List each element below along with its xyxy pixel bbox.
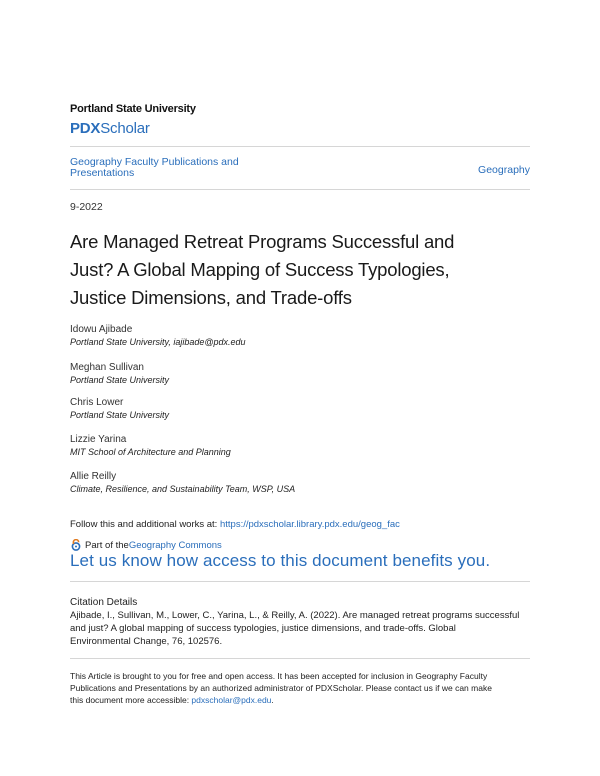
- author-name: Idowu Ajibade: [70, 324, 133, 335]
- author-affiliation: Climate, Resilience, and Sustainability Team, WSP, USA: [70, 484, 296, 494]
- author-affiliation: Portland State University: [70, 410, 170, 420]
- collection-line-1: Geography Faculty Publications and: [70, 156, 239, 168]
- institution-name: Portland State University: [70, 103, 196, 115]
- article-title: [70, 228, 540, 312]
- citation-line-3: Environmental Change, 76, 102576.: [70, 636, 223, 647]
- footer-line-3-suffix: .: [271, 695, 274, 705]
- department-link[interactable]: Geography: [478, 164, 530, 176]
- open-access-icon: [70, 539, 82, 551]
- part-of-text: Part of the: [85, 539, 129, 551]
- author-block: [70, 397, 530, 421]
- citation-line-1: Ajibade, I., Sullivan, M., Lower, C., Yarina, L., & Reilly, A. (2022). Are managed retreat programs successful: [70, 610, 520, 621]
- author-name: Chris Lower: [70, 397, 124, 408]
- part-of-line: [70, 539, 222, 551]
- author-name: Allie Reilly: [70, 471, 117, 482]
- author-affiliation: Portland State University, iajibade@pdx.edu: [70, 337, 246, 347]
- follow-line: [70, 519, 400, 530]
- collection-line-2: Presentations: [70, 167, 135, 179]
- access-statement: [70, 670, 532, 706]
- citation-line-2: and just? A global mapping of success typologies, justice dimensions, and trade-offs. Global: [70, 623, 456, 634]
- author-block: [70, 471, 530, 495]
- author-affiliation: MIT School of Architecture and Planning: [70, 447, 231, 457]
- footer-line-3-prefix: this document more accessible:: [70, 695, 192, 705]
- divider-top: [70, 146, 530, 147]
- brand-prefix: PDX: [70, 120, 101, 137]
- footer-line-1: This Article is brought to you for free and open access. It has been accepted for inclusion in Geography Faculty: [70, 671, 488, 681]
- follow-url-link[interactable]: https://pdxscholar.library.pdx.edu/geog_fac: [219, 519, 400, 530]
- footer-line-3: [70, 694, 532, 706]
- contact-email-link[interactable]: pdxscholar@pdx.edu: [191, 695, 272, 705]
- author-name: Meghan Sullivan: [70, 362, 144, 373]
- title-line-1: Are Managed Retreat Programs Successful and: [70, 231, 455, 252]
- author-block: [70, 362, 530, 386]
- divider-footer: [70, 658, 530, 659]
- access-feedback-link[interactable]: Let us know how access to this document benefits you.: [70, 551, 491, 570]
- footer-line-2: Publications and Presentations by an authorized administrator of PDXScholar. Please contact us if we can make: [70, 683, 492, 693]
- author-block: [70, 434, 530, 458]
- author-name: Lizzie Yarina: [70, 434, 127, 445]
- follow-text: Follow this and additional works at:: [70, 519, 220, 530]
- geography-commons-link[interactable]: Geography Commons: [128, 539, 222, 551]
- title-line-3: Justice Dimensions, and Trade-offs: [70, 287, 352, 308]
- title-line-2: Just? A Global Mapping of Success Typologies,: [70, 259, 450, 280]
- divider-collection: [70, 189, 530, 190]
- citation-heading: Citation Details: [70, 597, 138, 608]
- divider-citation: [70, 581, 530, 582]
- brand-suffix: Scholar: [100, 120, 150, 137]
- author-affiliation: Portland State University: [70, 375, 170, 385]
- collection-link[interactable]: [70, 157, 300, 179]
- author-block: [70, 324, 530, 348]
- pdxscholar-logo[interactable]: [70, 120, 150, 137]
- citation-body: [70, 609, 532, 648]
- publication-date: 9-2022: [70, 201, 103, 213]
